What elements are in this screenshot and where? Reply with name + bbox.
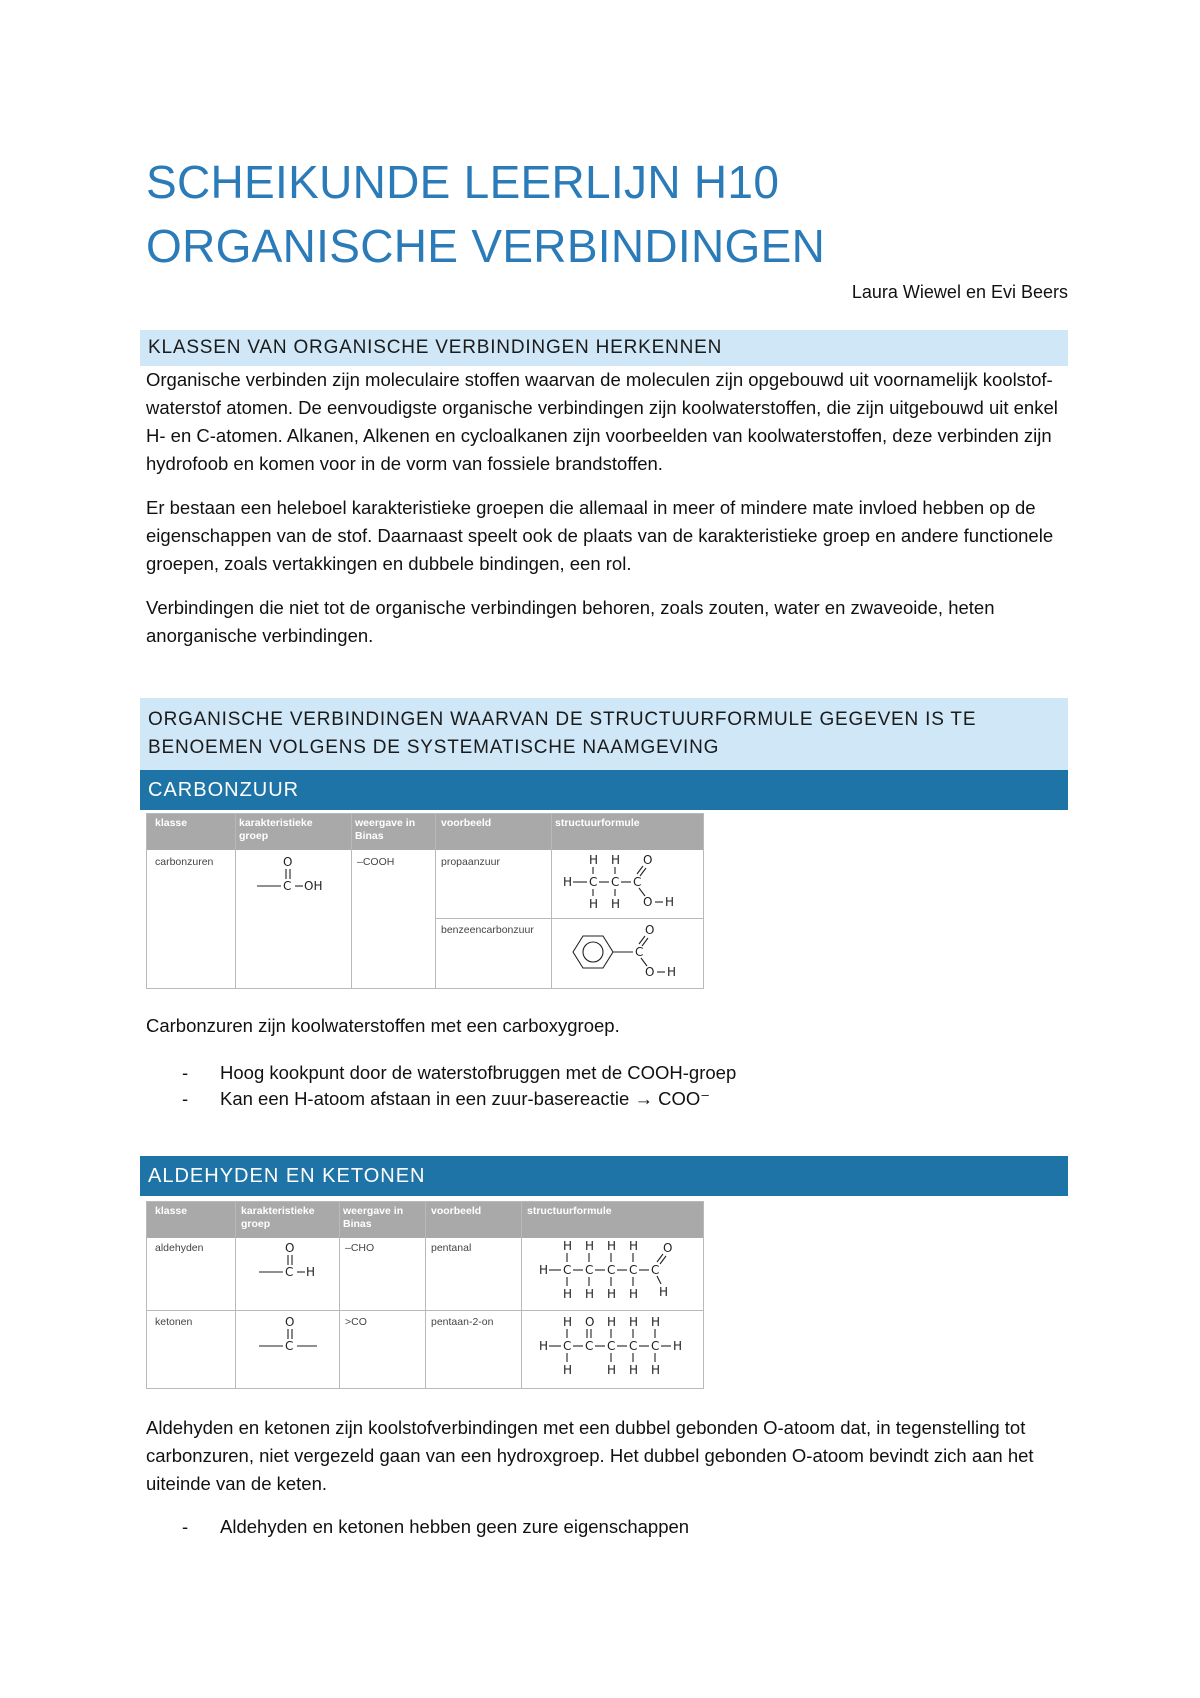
svg-text:O: O	[643, 895, 653, 909]
svg-text:H: H	[629, 1363, 639, 1377]
paragraph: Verbindingen die niet tot de organische verbindingen behoren, zoals zouten, water en zwaveoide, heten anorganische verbindingen.	[146, 597, 995, 646]
paragraph: Er bestaan een heleboel karakteristieke groepen die allemaal in meer of mindere mate invloed hebben op de eigenschappen van de stof. Daarnaast speelt ook de plaats van de karakteristieke groep en andere functionele groepen, zoals vertakkingen en dubbele bindingen, een rol.	[146, 497, 1054, 574]
aldehyden-intro: Aldehyden en ketonen zijn koolstofverbindingen met een dubbel gebonden O-atoom dat, in tegenstelling tot carbonzuren, niet vergezeld gaan van een hydroxgroep. Het dubbel gebonden O-atoom bevindt zich aan het uiteinde van de keten.	[146, 1417, 1034, 1494]
column-divider	[425, 1202, 426, 1388]
row-divider	[435, 918, 703, 919]
svg-text:OH: OH	[304, 879, 323, 893]
bullet-text: Aldehyden en ketonen hebben geen zure eigenschappen	[220, 1516, 690, 1537]
cell-klasse: carbonzuren	[155, 856, 214, 868]
bullet-text: Kan een H-atoom afstaan in een zuur-basereactie → COO⁻	[220, 1088, 710, 1109]
title-line-1: SCHEIKUNDE LEERLIJN H10	[146, 156, 780, 208]
svg-text:H: H	[563, 1287, 573, 1301]
column-divider	[235, 814, 236, 988]
svg-text:H: H	[607, 1239, 617, 1253]
page-title	[146, 150, 1066, 278]
bullet-dash: -	[182, 1062, 189, 1083]
svg-text:O: O	[285, 1241, 295, 1255]
header-weergave: weergave in Binas	[343, 1205, 404, 1230]
carboxyl-group-structure	[257, 854, 337, 904]
svg-text:H: H	[589, 853, 599, 867]
svg-text:C: C	[635, 945, 644, 959]
svg-text:C: C	[589, 875, 598, 889]
header-klasse: klasse	[155, 1205, 188, 1217]
svg-text:C: C	[563, 1339, 572, 1353]
cell-voorbeeld: propaanzuur	[441, 856, 500, 868]
section-heading-naamgeving	[140, 698, 1068, 770]
column-divider	[435, 814, 436, 988]
svg-text:C: C	[611, 875, 620, 889]
heading-line-2: BENOEMEN VOLGENS DE SYSTEMATISCHE NAAMGEVING	[148, 737, 720, 758]
svg-text:H: H	[585, 1287, 595, 1301]
svg-text:H: H	[665, 895, 675, 909]
svg-text:O: O	[645, 965, 655, 979]
bullet-dash: -	[182, 1088, 189, 1109]
column-divider	[351, 814, 352, 988]
cell-voorbeeld: pentanal	[431, 1242, 472, 1254]
heading-line-1: ORGANISCHE VERBINDINGEN WAARVAN DE STRUCTUURFORMULE GEGEVEN IS TE	[148, 709, 977, 730]
svg-text:H: H	[629, 1315, 639, 1329]
section-heading-klassen: KLASSEN VAN ORGANISCHE VERBINDINGEN HERKENNEN	[140, 330, 1068, 366]
cell-voorbeeld: pentaan-2-on	[431, 1316, 494, 1328]
svg-text:H: H	[651, 1315, 661, 1329]
header-karakteristieke-groep: karakteristieke groep	[241, 1205, 315, 1230]
cell-voorbeeld: benzeencarbonzuur	[441, 924, 534, 936]
svg-text:O: O	[285, 1315, 295, 1329]
cell-klasse: ketonen	[155, 1316, 193, 1328]
header-structuurformule: structuurformule	[555, 817, 640, 829]
svg-text:O: O	[283, 855, 293, 869]
row-divider	[147, 1310, 703, 1311]
svg-text:C: C	[283, 879, 292, 893]
svg-text:C: C	[285, 1265, 294, 1279]
title-line-2: ORGANISCHE VERBINDINGEN	[146, 220, 826, 272]
cell-weergave: –COOH	[357, 856, 395, 868]
svg-text:H: H	[539, 1263, 549, 1277]
benzeencarbonzuur-structure	[559, 922, 699, 986]
subsection-heading-aldehyden: ALDEHYDEN EN KETONEN	[140, 1156, 1068, 1196]
svg-text:H: H	[539, 1339, 549, 1353]
svg-text:H: H	[607, 1363, 617, 1377]
pentaan-2-on-structure	[537, 1314, 697, 1382]
svg-text:H: H	[563, 1239, 573, 1253]
svg-text:H: H	[629, 1287, 639, 1301]
header-karakteristieke-groep: karakteristieke groep	[239, 817, 313, 842]
svg-text:H: H	[585, 1239, 595, 1253]
svg-text:C: C	[585, 1263, 594, 1277]
svg-text:H: H	[607, 1315, 617, 1329]
svg-text:O: O	[645, 923, 655, 937]
column-divider	[235, 1202, 236, 1388]
svg-text:H: H	[589, 897, 599, 911]
aldehyden-ketonen-table	[146, 1201, 704, 1389]
cell-klasse: aldehyden	[155, 1242, 204, 1254]
authors: Laura Wiewel en Evi Beers	[851, 282, 1068, 302]
svg-text:H: H	[611, 897, 621, 911]
carbonzuur-intro: Carbonzuren zijn koolwaterstoffen met een carboxygroep.	[146, 1015, 620, 1036]
carbonzuur-table	[146, 813, 704, 989]
svg-text:O: O	[663, 1241, 673, 1255]
aldehyde-group-structure	[259, 1240, 329, 1290]
svg-text:H: H	[629, 1239, 639, 1253]
svg-text:C: C	[629, 1339, 638, 1353]
svg-text:C: C	[629, 1263, 638, 1277]
header-klasse: klasse	[155, 817, 188, 829]
svg-text:O: O	[585, 1315, 595, 1329]
svg-text:C: C	[607, 1263, 616, 1277]
svg-text:H: H	[651, 1363, 661, 1377]
cell-weergave: –CHO	[345, 1242, 375, 1254]
svg-text:H: H	[659, 1285, 669, 1299]
header-structuurformule: structuurformule	[527, 1205, 612, 1217]
paragraph: Organische verbinden zijn moleculaire stoffen waarvan de moleculen zijn opgebouwd uit voornamelijk koolstof-waterstof atomen. De eenvoudigste organische verbindingen zijn koolwaterstoffen, die zijn uitgebouwd uit enkel H- en C-atomen. Alkanen, Alkenen en cycloalkanen zijn voorbeelden van koolwaterstoffen, deze verbinden zijn hydrofoob en komen voor in de vorm van fossiele brandstoffen.	[146, 369, 1058, 474]
propaanzuur-structure	[559, 852, 699, 914]
svg-text:H: H	[563, 1315, 573, 1329]
subsection-heading-carbonzuur: CARBONZUUR	[140, 770, 1068, 810]
svg-text:H: H	[673, 1339, 683, 1353]
pentanal-structure	[537, 1238, 697, 1306]
section1-body	[146, 366, 1066, 650]
svg-text:H: H	[667, 965, 677, 979]
header-weergave: weergave in Binas	[355, 817, 416, 842]
column-divider	[521, 1202, 522, 1388]
svg-text:C: C	[563, 1263, 572, 1277]
svg-text:H: H	[306, 1265, 316, 1279]
svg-text:H: H	[563, 875, 573, 889]
svg-text:H: H	[611, 853, 621, 867]
svg-text:C: C	[651, 1263, 660, 1277]
cell-weergave: >CO	[345, 1316, 367, 1328]
column-divider	[339, 1202, 340, 1388]
header-voorbeeld: voorbeeld	[431, 1205, 482, 1217]
svg-text:C: C	[651, 1339, 660, 1353]
svg-text:C: C	[285, 1339, 294, 1353]
svg-text:O: O	[643, 853, 653, 867]
column-divider	[551, 814, 552, 988]
header-voorbeeld: voorbeeld	[441, 817, 492, 829]
bullet-dash: -	[182, 1516, 189, 1537]
svg-text:C: C	[585, 1339, 594, 1353]
svg-text:C: C	[633, 875, 642, 889]
svg-text:C: C	[607, 1339, 616, 1353]
keton-group-structure	[259, 1314, 329, 1364]
svg-text:H: H	[607, 1287, 617, 1301]
bullet-text: Hoog kookpunt door de waterstofbruggen met de COOH-groep	[220, 1062, 737, 1083]
svg-text:H: H	[563, 1363, 573, 1377]
